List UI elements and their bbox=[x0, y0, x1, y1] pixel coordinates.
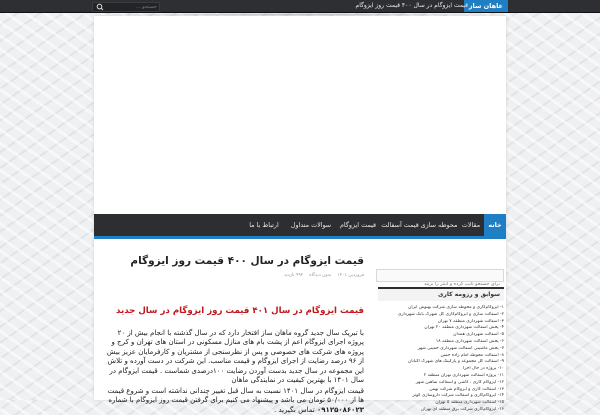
list-item[interactable]: ۱۳- آسفالت کاری و ایزوگام شرکت بهمن bbox=[429, 386, 504, 392]
resume-list bbox=[378, 305, 504, 414]
list-item[interactable]: ۹- آسفالت کل مجموعه و پارکینگ های شهرک اکباتان bbox=[408, 359, 504, 365]
top-search bbox=[92, 2, 160, 12]
list-item[interactable]: ۱۰- پروژه در حال اجرا bbox=[463, 366, 504, 372]
list-item[interactable]: ۱۱- پروژه آسفالت شهرداری تهران منطقه ۲ bbox=[423, 372, 504, 378]
list-item[interactable]: ۱- ایزوگام‌کاری و محوطه سازی شرکت بهنوش ایران bbox=[408, 305, 504, 310]
list-item[interactable]: ۸- آسفالت محوطه امام زاده حسن bbox=[440, 352, 504, 358]
list-item[interactable]: ۱۶- ایزوگام‌کاری شرکت برق منطقه ای تهران bbox=[421, 406, 504, 412]
nav-item-faq[interactable]: سوالات متداول bbox=[290, 221, 332, 229]
article-views: ۹۹۲ بازدید bbox=[284, 273, 304, 278]
sidebar bbox=[374, 249, 506, 412]
search-icon[interactable] bbox=[95, 3, 105, 11]
list-item[interactable]: ۱۲- ایزوگام کاری ، کاشی و آسفالت شاهین شهر bbox=[415, 379, 504, 385]
phone-number[interactable]: ۰۹۱۲۵۰۸۶۰۲۳ bbox=[317, 405, 364, 414]
sidebar-search bbox=[376, 269, 504, 282]
article-paragraph-2 bbox=[102, 387, 364, 415]
list-item[interactable]: ۱۵- آسفالت شهرداری منطقه ۵ تهران bbox=[435, 400, 504, 406]
list-item[interactable]: ۳- آسفالت شهرداری منطقه ۷ تهران bbox=[437, 318, 504, 324]
article-meta bbox=[96, 271, 364, 280]
nav-item-isogam-price[interactable]: قیمت ایزوگام bbox=[339, 221, 377, 229]
main-navigation bbox=[94, 214, 506, 239]
article-heading: قیمت ایزوگام در سال ۴۰۱ قیمت روز ایزوگام در سال جدید bbox=[116, 306, 364, 316]
list-item[interactable]: ۲- آسفالت سازی و ایزوگام‌کاری کل شهرک بانک شهرداری bbox=[397, 311, 504, 317]
widget-title: سوابق و رزومه کاری bbox=[378, 287, 504, 301]
list-item[interactable]: ۶- پخش آسفالت شهرداری منطقه ۱۸ bbox=[435, 338, 504, 344]
nav-item-asphalt-price[interactable]: قیمت آسفالت bbox=[381, 221, 419, 229]
nav-item-landscaping[interactable]: محوطه سازی bbox=[420, 221, 458, 229]
top-badge[interactable]: عاهان ساز bbox=[464, 0, 508, 12]
banner-area bbox=[94, 16, 506, 213]
nav-item-home[interactable]: خانه bbox=[484, 214, 506, 236]
list-item[interactable]: ۷- پخش ماشینی آسفالت شهرداری خمینی شهر bbox=[417, 345, 504, 351]
top-bar bbox=[0, 0, 600, 13]
article-paragraph-1: با تبریک سال جدید گروه ماهان ساز افتخار دارد که در سال گذشته با انجام بیش از ۲۰ پروژه اجرای ایزوگام اعم از پشت بام های منازل مسکونی در استان های تهران و کرج و پروژه های شرکت های خصوصی و پس از نظرسنجی از مشتریان و کارفرمایان عزیز بیش از ۹۶ درصد رضایت از اجرای ایزوگام و قیمت مناسب. این شرکت در دست آورده و تلاش این مجموعه در سال جدید بدست آوردن رضایت ۱۰۰درصدی شماست . قیمت ایزوگام در سال ۱۴۰۱ با بهترین کیفیت در نمایندگی ماهان bbox=[106, 329, 364, 385]
page-wrapper bbox=[94, 16, 506, 414]
news-ticker[interactable]: قیمت ایزوگام در سال ۴۰۰ قیمت روز ایزوگام bbox=[355, 2, 468, 9]
paragraph-2-outro: تماس بگیرید . bbox=[274, 405, 315, 414]
nav-item-contact[interactable]: ارتباط با ما bbox=[249, 221, 279, 229]
article-comments[interactable]: بدون دیدگاه bbox=[309, 273, 332, 278]
list-item[interactable]: ۵- آسفالت شهرداری همدان bbox=[453, 332, 504, 338]
article-title[interactable]: قیمت ایزوگام در سال ۴۰۰ قیمت روز ایزوگام bbox=[130, 255, 364, 267]
list-item[interactable]: ۴- پخش آسفالت شهرداری منطقه ۲۰ تهران bbox=[424, 325, 504, 331]
article-date: فروردین ۱۴۰۱ bbox=[337, 273, 364, 278]
list-item[interactable]: ۱۴- ایزوگام‌کاری و آسفالت شرکت داروسازی کوثر bbox=[412, 393, 504, 399]
nav-item-articles[interactable]: مقالات bbox=[461, 221, 481, 229]
paragraph-2-intro: قیمت ایزوگام در سال ۱۴۰۱ نسبت به سال قبل تغییر چندانی نداشته است و شروع قیمت ها از ۵۰/۰۰۰ تومان می باشد و پیشنهاد می کنیم برای گرفتن قیمت روز ایزوگام با شماره bbox=[107, 387, 364, 405]
top-search-input[interactable] bbox=[109, 3, 157, 11]
